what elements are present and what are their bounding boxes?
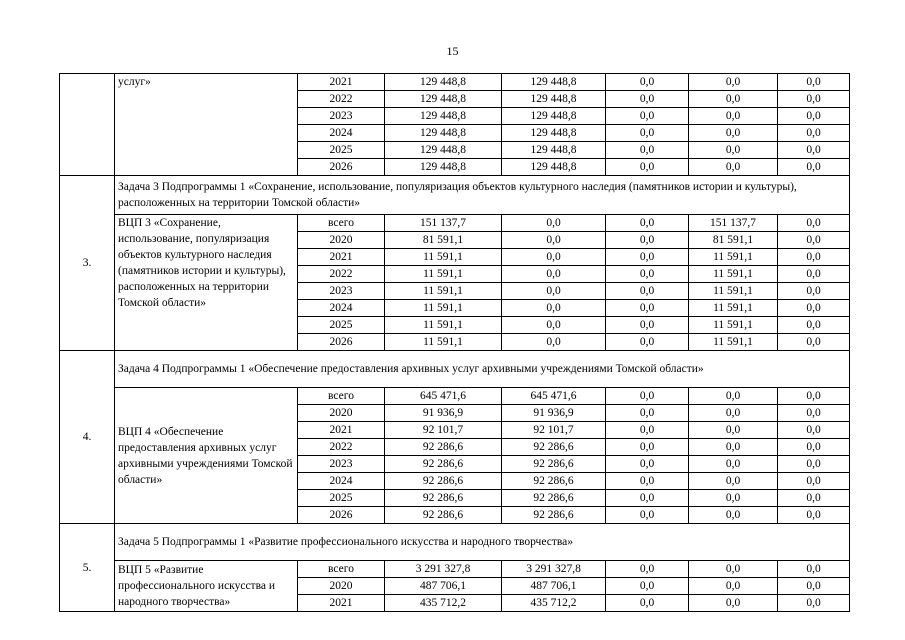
value-cell: 0,0 <box>689 439 778 456</box>
total-cell: 129 448,8 <box>385 91 502 108</box>
value-cell: 0,0 <box>606 439 689 456</box>
value-cell: 0,0 <box>689 595 778 612</box>
value-cell: 435 712,2 <box>502 595 606 612</box>
value-cell: 92 286,6 <box>502 507 606 524</box>
value-cell: 0,0 <box>778 507 850 524</box>
value-cell: 0,0 <box>689 473 778 490</box>
value-cell: 0,0 <box>689 388 778 405</box>
year-cell: 2021 <box>298 249 385 266</box>
year-cell: 2024 <box>298 125 385 142</box>
value-cell: 0,0 <box>606 405 689 422</box>
total-cell: 81 591,1 <box>385 232 502 249</box>
value-cell: 0,0 <box>689 125 778 142</box>
total-cell: 435 712,2 <box>385 595 502 612</box>
total-cell: 11 591,1 <box>385 249 502 266</box>
value-cell: 0,0 <box>606 473 689 490</box>
value-cell: 0,0 <box>778 473 850 490</box>
total-cell: 92 286,6 <box>385 490 502 507</box>
value-cell: 0,0 <box>689 74 778 91</box>
value-cell: 0,0 <box>778 456 850 473</box>
year-cell: 2022 <box>298 91 385 108</box>
value-cell: 0,0 <box>606 125 689 142</box>
year-cell: 2023 <box>298 456 385 473</box>
value-cell: 0,0 <box>502 334 606 351</box>
value-cell: 92 101,7 <box>502 422 606 439</box>
value-cell: 0,0 <box>606 159 689 176</box>
row-number-cell: 4. <box>60 351 115 524</box>
total-cell: 645 471,6 <box>385 388 502 405</box>
year-cell: 2020 <box>298 232 385 249</box>
year-cell: 2024 <box>298 473 385 490</box>
year-cell: 2025 <box>298 142 385 159</box>
value-cell: 0,0 <box>778 159 850 176</box>
value-cell: 11 591,1 <box>689 249 778 266</box>
value-cell: 0,0 <box>502 249 606 266</box>
program-name-cell: ВЦП 3 «Сохранение, использование, популяризация объектов культурного наследия (памятников истории и культуры), расположенных на территории Томской области» <box>115 215 298 351</box>
value-cell: 0,0 <box>606 108 689 125</box>
table-row <box>60 561 850 578</box>
value-cell: 0,0 <box>689 108 778 125</box>
value-cell: 81 591,1 <box>689 232 778 249</box>
value-cell: 0,0 <box>778 283 850 300</box>
value-cell: 0,0 <box>778 74 850 91</box>
year-cell: 2026 <box>298 334 385 351</box>
year-cell: 2021 <box>298 74 385 91</box>
value-cell: 0,0 <box>689 507 778 524</box>
task-row <box>60 176 850 215</box>
value-cell: 151 137,7 <box>689 215 778 232</box>
total-cell: 92 286,6 <box>385 439 502 456</box>
total-cell: 487 706,1 <box>385 578 502 595</box>
value-cell: 129 448,8 <box>502 74 606 91</box>
year-cell: 2021 <box>298 595 385 612</box>
value-cell: 645 471,6 <box>502 388 606 405</box>
value-cell: 0,0 <box>502 300 606 317</box>
value-cell: 0,0 <box>606 578 689 595</box>
value-cell: 0,0 <box>778 334 850 351</box>
year-cell: 2023 <box>298 283 385 300</box>
value-cell: 0,0 <box>606 300 689 317</box>
value-cell: 0,0 <box>502 283 606 300</box>
year-cell: 2025 <box>298 317 385 334</box>
value-cell: 0,0 <box>606 91 689 108</box>
value-cell: 0,0 <box>689 490 778 507</box>
value-cell: 0,0 <box>502 215 606 232</box>
table-row <box>60 74 850 91</box>
value-cell: 129 448,8 <box>502 125 606 142</box>
value-cell: 0,0 <box>606 317 689 334</box>
year-cell: всего <box>298 388 385 405</box>
value-cell: 0,0 <box>689 578 778 595</box>
total-cell: 129 448,8 <box>385 108 502 125</box>
total-cell: 129 448,8 <box>385 159 502 176</box>
year-cell: 2021 <box>298 422 385 439</box>
page-number: 15 <box>446 44 459 58</box>
year-cell: 2026 <box>298 507 385 524</box>
row-number-cell: 5. <box>60 524 115 612</box>
value-cell: 0,0 <box>606 74 689 91</box>
value-cell: 487 706,1 <box>502 578 606 595</box>
task-title-cell: Задача 4 Подпрограммы 1 «Обеспечение предоставления архивных услуг архивными учреждениями Томской области» <box>115 351 850 388</box>
year-cell: 2022 <box>298 439 385 456</box>
total-cell: 129 448,8 <box>385 125 502 142</box>
value-cell: 129 448,8 <box>502 159 606 176</box>
value-cell: 92 286,6 <box>502 439 606 456</box>
total-cell: 151 137,7 <box>385 215 502 232</box>
value-cell: 0,0 <box>778 578 850 595</box>
row-number-cell: 3. <box>60 176 115 351</box>
task-row <box>60 524 850 561</box>
value-cell: 0,0 <box>778 595 850 612</box>
value-cell: 3 291 327,8 <box>502 561 606 578</box>
value-cell: 0,0 <box>606 561 689 578</box>
value-cell: 0,0 <box>606 334 689 351</box>
year-cell: 2023 <box>298 108 385 125</box>
program-name-cell: ВЦП 4 «Обеспечение предоставления архивных услуг архивными учреждениями Томской области» <box>115 388 298 524</box>
value-cell: 0,0 <box>778 490 850 507</box>
total-cell: 3 291 327,8 <box>385 561 502 578</box>
value-cell: 0,0 <box>502 266 606 283</box>
program-name-cell: ВЦП 5 «Развитие профессионального искусства и народного творчества» <box>115 561 298 612</box>
value-cell: 129 448,8 <box>502 108 606 125</box>
total-cell: 11 591,1 <box>385 300 502 317</box>
value-cell: 0,0 <box>778 422 850 439</box>
year-cell: 2024 <box>298 300 385 317</box>
year-cell: 2026 <box>298 159 385 176</box>
task-title-cell: Задача 5 Подпрограммы 1 «Развитие профессионального искусства и народного творчества» <box>115 524 850 561</box>
value-cell: 0,0 <box>502 232 606 249</box>
value-cell: 11 591,1 <box>689 300 778 317</box>
total-cell: 11 591,1 <box>385 334 502 351</box>
year-cell: 2022 <box>298 266 385 283</box>
value-cell: 0,0 <box>606 388 689 405</box>
value-cell: 0,0 <box>606 249 689 266</box>
value-cell: 0,0 <box>689 561 778 578</box>
value-cell: 0,0 <box>606 266 689 283</box>
value-cell: 0,0 <box>606 595 689 612</box>
value-cell: 0,0 <box>778 317 850 334</box>
value-cell: 11 591,1 <box>689 334 778 351</box>
value-cell: 129 448,8 <box>502 91 606 108</box>
value-cell: 91 936,9 <box>502 405 606 422</box>
task-title-cell: Задача 3 Подпрограммы 1 «Сохранение, использование, популяризация объектов культурного наследия (памятников истории и культуры), расположенных на территории Томской области» <box>115 176 850 215</box>
value-cell: 0,0 <box>778 439 850 456</box>
total-cell: 92 101,7 <box>385 422 502 439</box>
program-name-cell: услуг» <box>115 74 298 176</box>
value-cell: 92 286,6 <box>502 473 606 490</box>
total-cell: 11 591,1 <box>385 283 502 300</box>
value-cell: 0,0 <box>778 561 850 578</box>
value-cell: 0,0 <box>778 249 850 266</box>
value-cell: 0,0 <box>778 142 850 159</box>
value-cell: 0,0 <box>606 232 689 249</box>
value-cell: 92 286,6 <box>502 490 606 507</box>
value-cell: 11 591,1 <box>689 266 778 283</box>
value-cell: 0,0 <box>778 125 850 142</box>
table-row <box>60 215 850 232</box>
value-cell: 0,0 <box>606 456 689 473</box>
value-cell: 0,0 <box>689 142 778 159</box>
total-cell: 91 936,9 <box>385 405 502 422</box>
value-cell: 11 591,1 <box>689 317 778 334</box>
value-cell: 0,0 <box>778 266 850 283</box>
total-cell: 129 448,8 <box>385 74 502 91</box>
value-cell: 0,0 <box>502 317 606 334</box>
value-cell: 0,0 <box>689 91 778 108</box>
total-cell: 92 286,6 <box>385 473 502 490</box>
value-cell: 0,0 <box>606 283 689 300</box>
value-cell: 0,0 <box>606 507 689 524</box>
value-cell: 0,0 <box>689 405 778 422</box>
year-cell: 2020 <box>298 405 385 422</box>
value-cell: 0,0 <box>778 215 850 232</box>
total-cell: 11 591,1 <box>385 266 502 283</box>
total-cell: 129 448,8 <box>385 142 502 159</box>
total-cell: 92 286,6 <box>385 456 502 473</box>
value-cell: 0,0 <box>689 159 778 176</box>
value-cell: 0,0 <box>778 405 850 422</box>
total-cell: 92 286,6 <box>385 507 502 524</box>
year-cell: 2020 <box>298 578 385 595</box>
value-cell: 0,0 <box>778 108 850 125</box>
value-cell: 0,0 <box>606 215 689 232</box>
year-cell: всего <box>298 215 385 232</box>
value-cell: 129 448,8 <box>502 142 606 159</box>
value-cell: 11 591,1 <box>689 283 778 300</box>
value-cell: 0,0 <box>606 142 689 159</box>
value-cell: 0,0 <box>606 422 689 439</box>
task-row <box>60 351 850 388</box>
value-cell: 0,0 <box>778 232 850 249</box>
year-cell: всего <box>298 561 385 578</box>
row-number-cell <box>60 74 115 176</box>
value-cell: 0,0 <box>606 490 689 507</box>
value-cell: 0,0 <box>778 388 850 405</box>
total-cell: 11 591,1 <box>385 317 502 334</box>
budget-table <box>59 73 850 612</box>
table-row <box>60 388 850 405</box>
value-cell: 0,0 <box>689 456 778 473</box>
year-cell: 2025 <box>298 490 385 507</box>
value-cell: 0,0 <box>778 300 850 317</box>
value-cell: 92 286,6 <box>502 456 606 473</box>
value-cell: 0,0 <box>689 422 778 439</box>
value-cell: 0,0 <box>778 91 850 108</box>
